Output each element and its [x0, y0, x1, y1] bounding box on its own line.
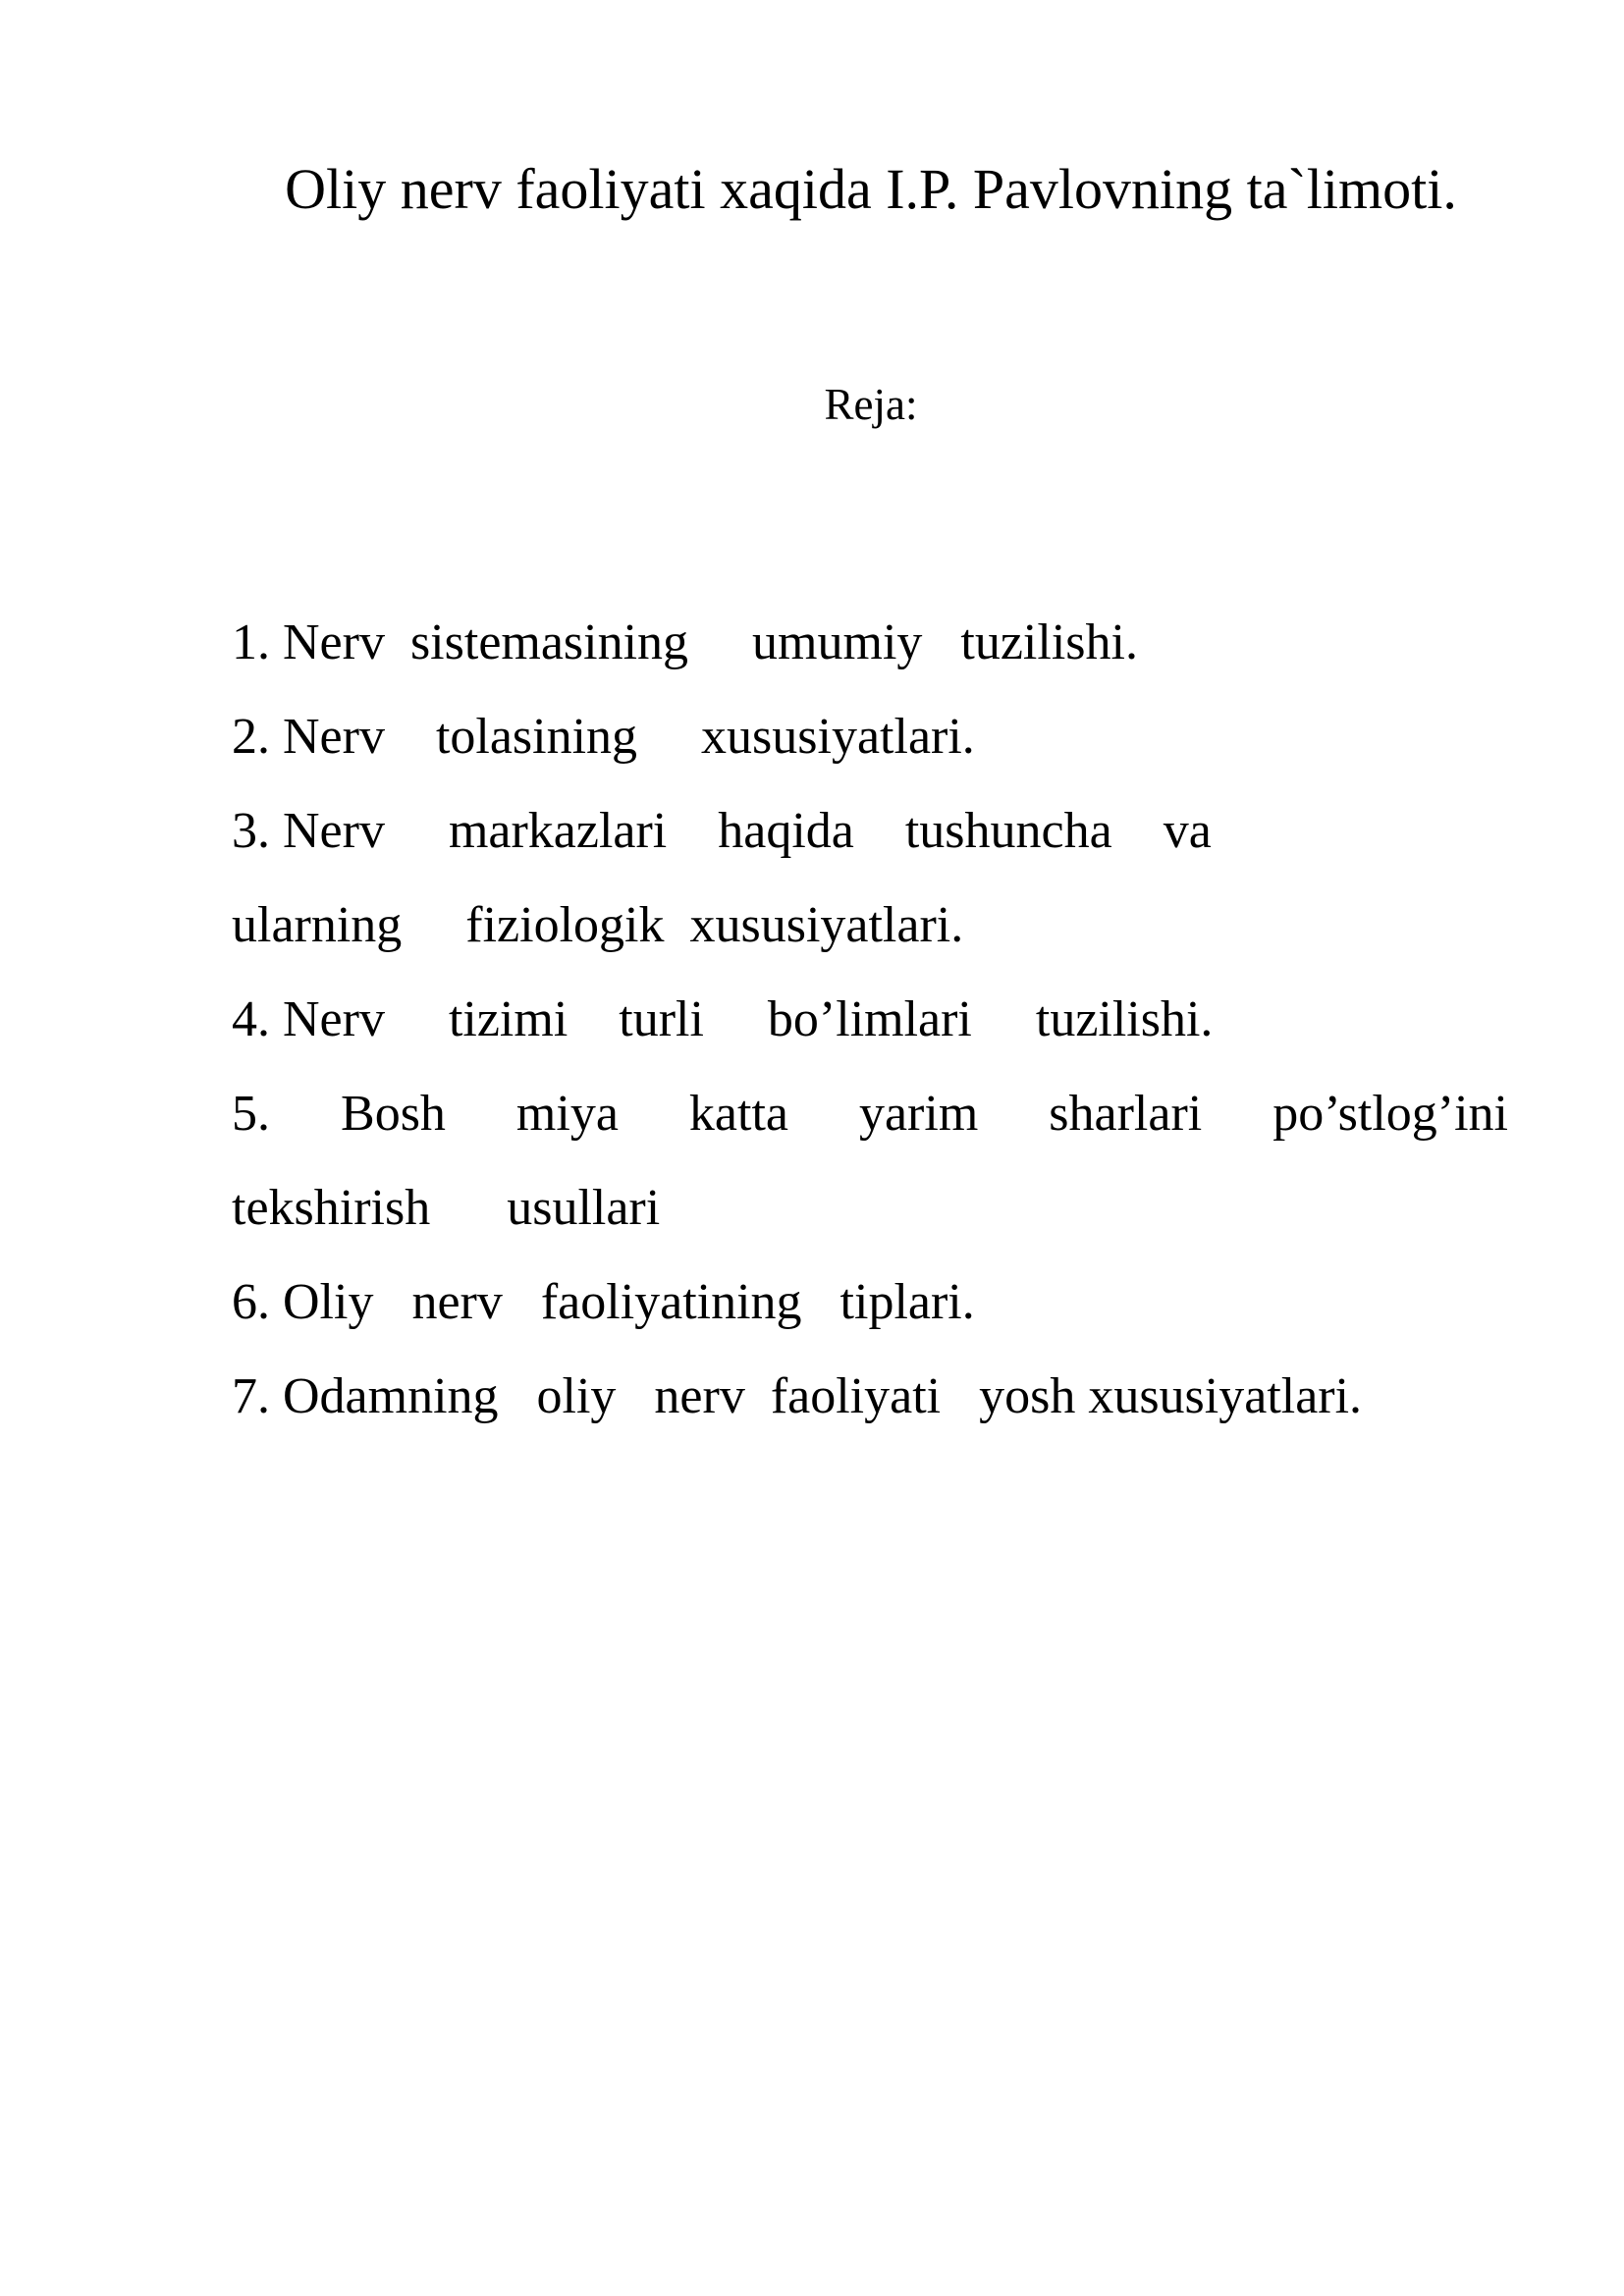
- document-title: Oliy nerv faoliyati xaqida I.P. Pavlovning ta`limoti.: [285, 157, 1457, 221]
- plan-item-5: 5. Bosh miya katta yarim sharlari po’stlog’ini: [232, 1086, 1508, 1142]
- plan-item-6: 6. Oliy nerv faoliyatining tiplari.: [232, 1274, 975, 1330]
- plan-heading: Reja:: [824, 380, 918, 429]
- plan-list: [232, 596, 1508, 1444]
- plan-item-3-continuation: ularning fiziologik xususiyatlari.: [232, 897, 964, 953]
- plan-item-2: 2. Nerv tolasining xususiyatlari.: [232, 709, 975, 765]
- plan-item-5-continuation: tekshirish usullari: [232, 1180, 661, 1236]
- plan-item-1: 1. Nerv sistemasining umumiy tuzilishi.: [232, 614, 1138, 670]
- plan-item-3: 3. Nerv markazlari haqida tushuncha va: [232, 803, 1212, 859]
- plan-item-7: 7. Odamning oliy nerv faoliyati yosh xususiyatlari.: [232, 1368, 1363, 1424]
- plan-item-4: 4. Nerv tizimi turli bo’limlari tuzilishi.: [232, 991, 1214, 1047]
